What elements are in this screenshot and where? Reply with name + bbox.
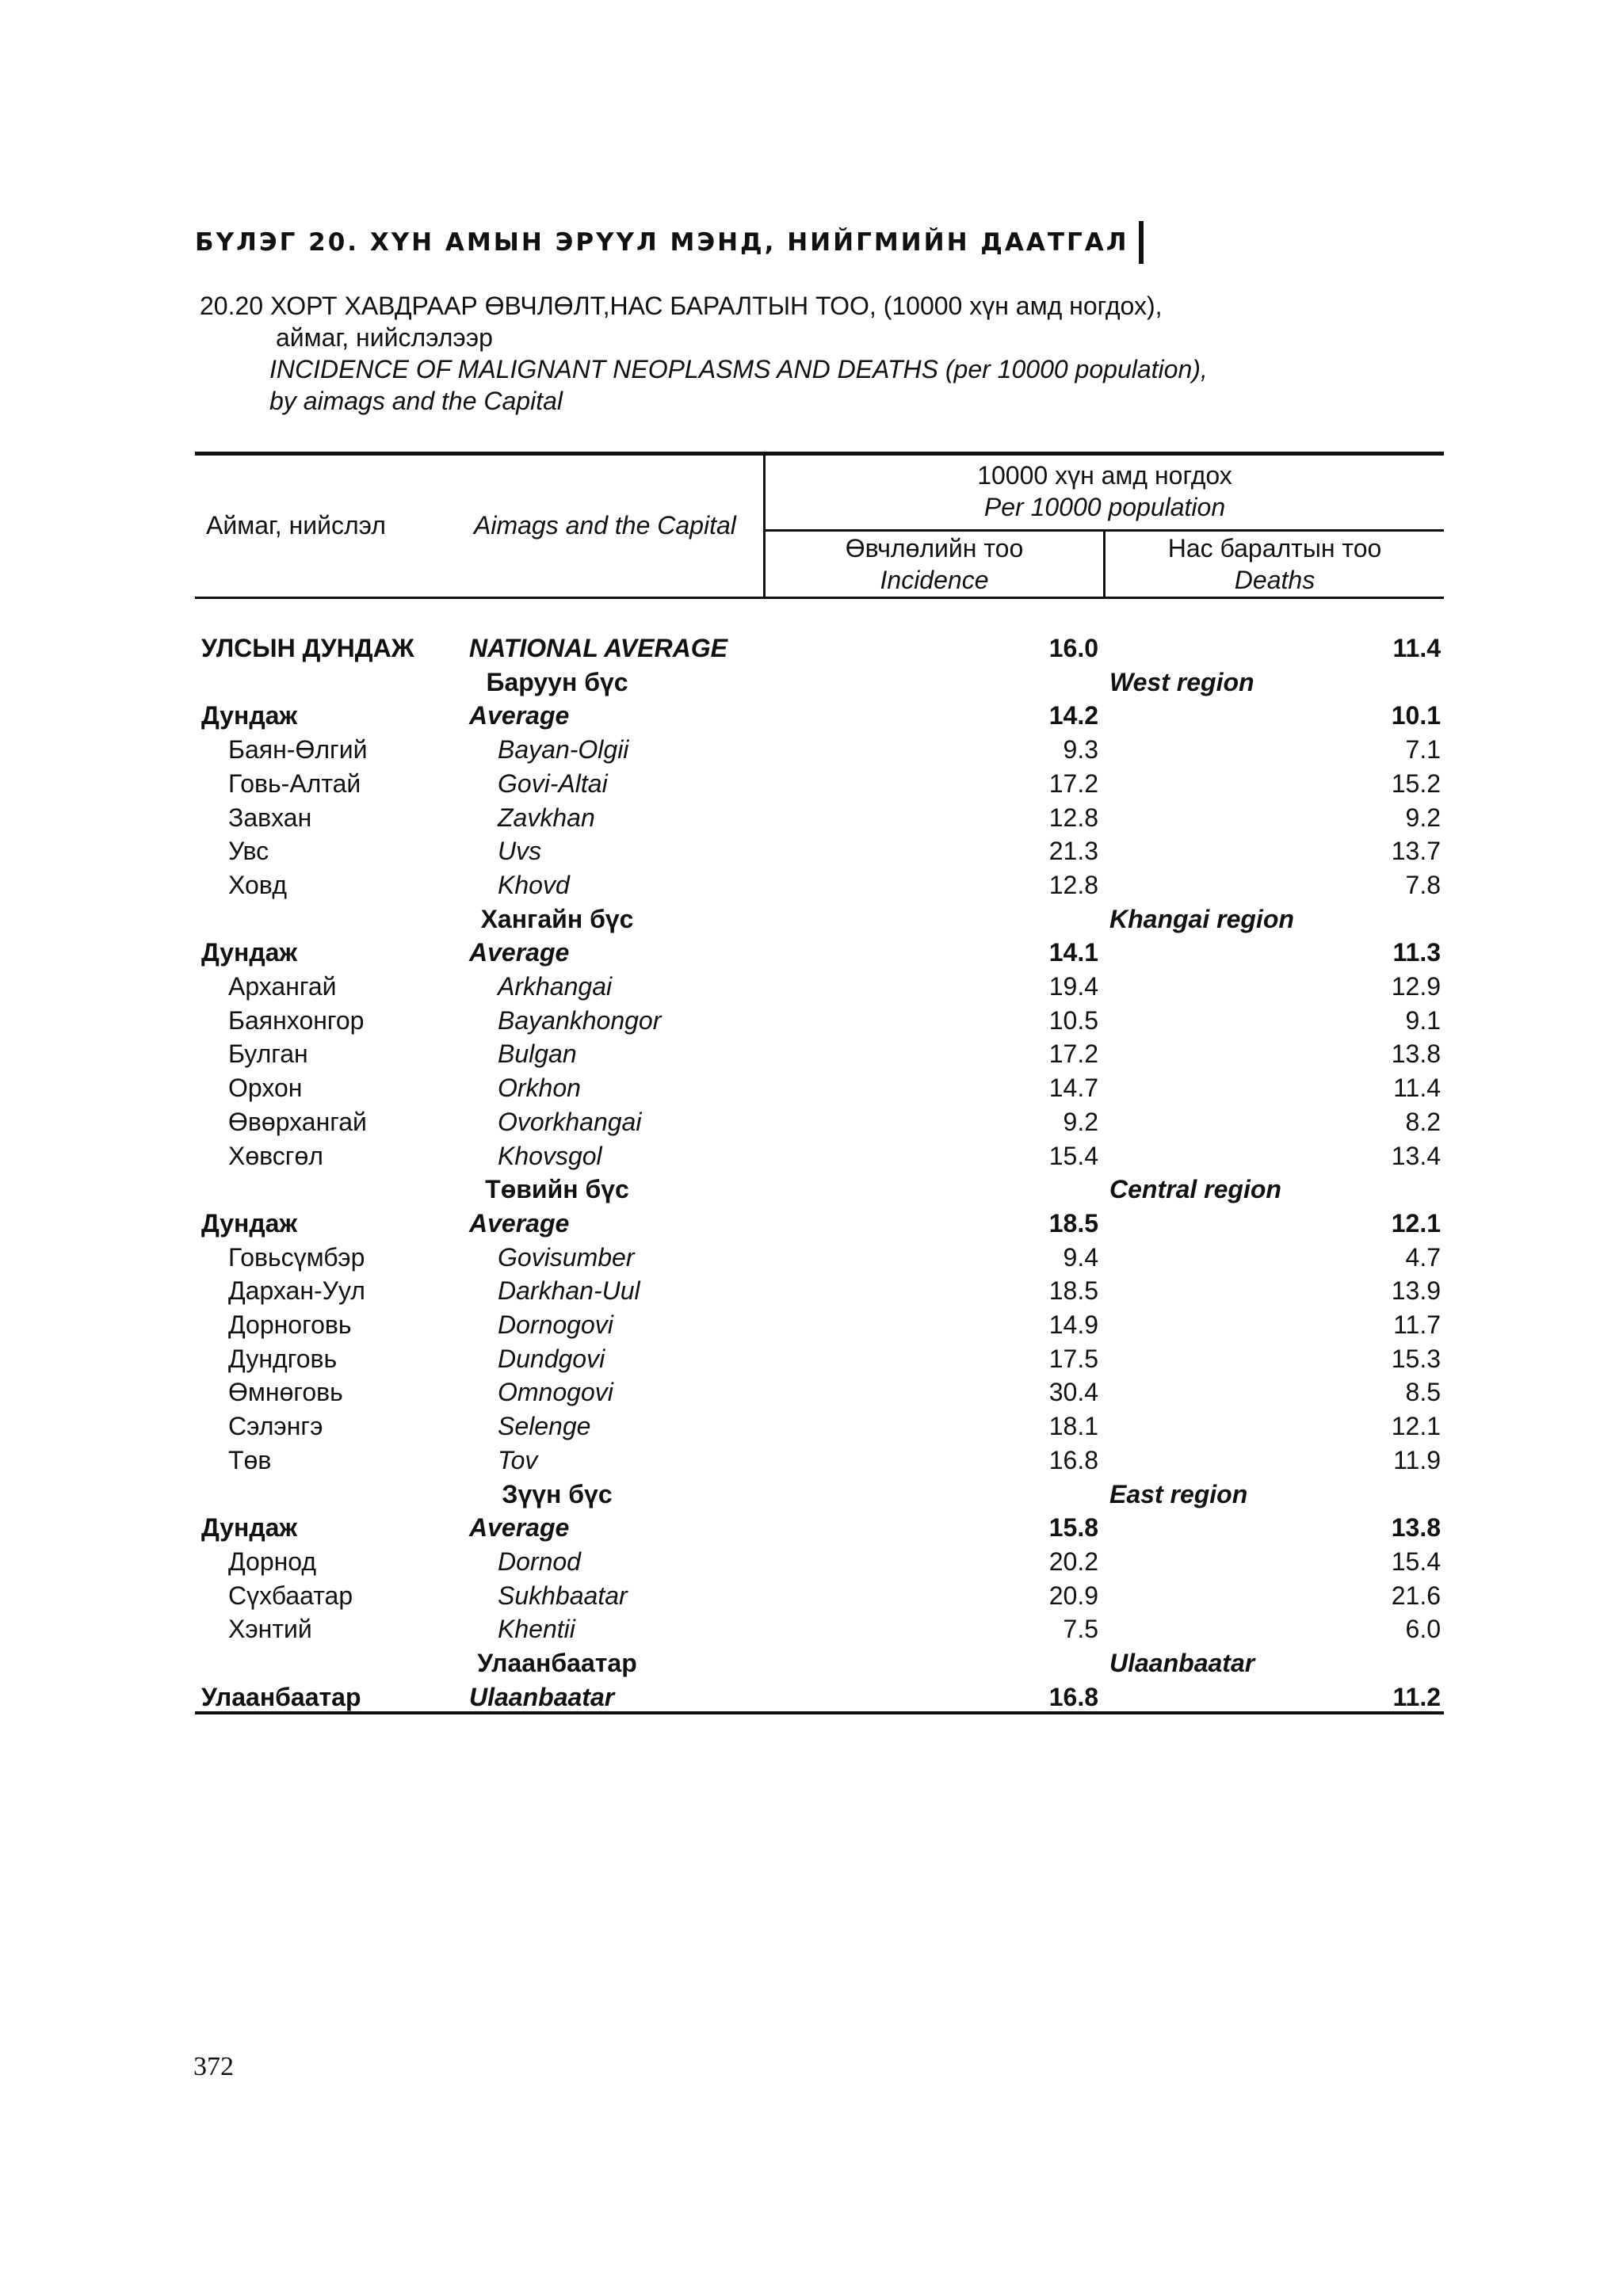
average-row xyxy=(195,936,1444,969)
row-name-en: Khovd xyxy=(498,870,570,899)
table-row xyxy=(195,733,1444,766)
incidence-value: 20.2 xyxy=(1048,1547,1098,1576)
table-row xyxy=(195,1612,1444,1646)
incidence-value: 10.5 xyxy=(1048,1005,1098,1035)
deaths-value: 8.5 xyxy=(1405,1378,1441,1407)
table-row xyxy=(195,868,1444,902)
row-name-en: Darkhan-Uul xyxy=(498,1276,640,1306)
table-row xyxy=(195,1004,1444,1037)
deaths-value: 12.1 xyxy=(1391,1208,1441,1238)
table-title-line-1: 20.20 ХОРТ ХАВДРААР ӨВЧЛӨЛТ,НАС БАРАЛТЫН ТОО, (10000 хүн амд ногдох), xyxy=(200,292,1163,320)
row-name-mn: Дорноговь xyxy=(228,1310,352,1339)
deaths-value: 11.7 xyxy=(1393,1310,1441,1339)
row-name-mn: Өмнөговь xyxy=(228,1378,343,1407)
table-row xyxy=(195,1105,1444,1138)
region-name-mn: Хангайн бүс xyxy=(480,904,634,933)
row-name-mn: Хөвсгөл xyxy=(228,1141,323,1170)
national-average-row xyxy=(195,631,1444,665)
region-name-mn: Улаанбаатар xyxy=(477,1649,637,1677)
row-name-mn: Дундаж xyxy=(201,938,298,967)
incidence-value: 7.5 xyxy=(1063,1615,1098,1644)
row-name-mn: Орхон xyxy=(228,1074,303,1103)
incidence-value: 17.2 xyxy=(1048,1039,1098,1069)
table-top-rule xyxy=(195,452,1444,456)
incidence-value: 14.9 xyxy=(1048,1310,1098,1339)
row-name-mn: Говь-Алтай xyxy=(228,769,361,798)
row-name-en: Arkhangai xyxy=(498,972,613,1001)
header-group-mn: 10000 хүн амд ногдох xyxy=(977,461,1232,490)
average-row xyxy=(195,699,1444,732)
row-name-mn: Улаанбаатар xyxy=(201,1682,361,1711)
row-name-mn: Өвөрхангай xyxy=(228,1107,367,1136)
row-name-en: Dornod xyxy=(498,1547,581,1576)
row-name-en: Bulgan xyxy=(498,1039,577,1069)
incidence-value: 12.8 xyxy=(1048,803,1098,832)
incidence-value: 20.9 xyxy=(1048,1581,1098,1610)
table-bottom-rule xyxy=(195,1711,1444,1714)
region-header-row xyxy=(195,666,1444,699)
row-name-mn: Дундаж xyxy=(201,701,298,730)
table-row xyxy=(195,767,1444,800)
incidence-value: 9.4 xyxy=(1063,1242,1098,1272)
region-header-row xyxy=(195,1173,1444,1206)
table-row xyxy=(195,1241,1444,1274)
table-row xyxy=(195,1579,1444,1612)
row-name-en: Tov xyxy=(498,1445,538,1474)
row-name-mn: Архангай xyxy=(228,972,337,1001)
region-name-en: West region xyxy=(1109,667,1254,696)
header-deaths-mn: Нас баралтын тоо xyxy=(1167,534,1382,563)
row-name-en: NATIONAL AVERAGE xyxy=(469,634,727,662)
header-mid-rule xyxy=(765,529,1444,532)
row-name-en: Selenge xyxy=(498,1412,591,1441)
page-number: 372 xyxy=(193,2052,234,2081)
table-row xyxy=(195,1444,1444,1477)
deaths-value: 7.1 xyxy=(1405,735,1441,765)
row-name-en: Average xyxy=(469,701,570,730)
row-name-en: Govisumber xyxy=(498,1242,635,1272)
row-name-mn: Дорнод xyxy=(228,1547,317,1576)
row-name-mn: Дундговь xyxy=(228,1344,338,1373)
row-name-en: Orkhon xyxy=(498,1074,581,1103)
deaths-value: 12.9 xyxy=(1391,972,1441,1001)
incidence-value: 17.2 xyxy=(1048,769,1098,798)
deaths-value: 21.6 xyxy=(1391,1581,1441,1610)
deaths-value: 13.8 xyxy=(1391,1039,1441,1069)
row-name-en: Govi-Altai xyxy=(498,769,608,798)
row-name-mn: Хэнтий xyxy=(228,1615,312,1644)
row-name-mn: Увс xyxy=(228,837,269,866)
table-row xyxy=(195,1308,1444,1341)
row-name-mn: Баянхонгор xyxy=(228,1005,365,1035)
deaths-value: 13.8 xyxy=(1391,1513,1441,1543)
header-incidence-mn: Өвчлөлийн тоо xyxy=(845,534,1024,563)
average-row xyxy=(195,1207,1444,1240)
region-name-mn: Баруун бүс xyxy=(486,667,628,696)
header-deaths-en: Deaths xyxy=(1234,566,1316,594)
incidence-value: 14.7 xyxy=(1048,1074,1098,1103)
row-name-en: Average xyxy=(469,1208,570,1238)
table-row xyxy=(195,1139,1444,1173)
row-name-en: Khovsgol xyxy=(498,1141,602,1170)
row-name-mn: УЛСЫН ДУНДАЖ xyxy=(201,634,414,662)
incidence-value: 15.8 xyxy=(1048,1513,1098,1543)
header-group-en: Per 10000 population xyxy=(983,493,1226,521)
row-name-en: Average xyxy=(469,1513,570,1543)
row-name-mn: Дархан-Уул xyxy=(228,1276,365,1306)
row-name-mn: Дундаж xyxy=(201,1208,298,1238)
table-row xyxy=(195,801,1444,834)
chapter-title-text: БҮЛЭГ 20. ХҮН АМЫН ЭРҮҮЛ МЭНД, НИЙГМИЙН ДААТГАЛ xyxy=(195,228,1129,257)
deaths-value: 11.9 xyxy=(1393,1445,1441,1474)
deaths-value: 15.4 xyxy=(1391,1547,1441,1576)
deaths-value: 6.0 xyxy=(1405,1615,1441,1644)
incidence-value: 19.4 xyxy=(1048,972,1098,1001)
incidence-value: 15.4 xyxy=(1048,1141,1098,1170)
header-col-mn: Аймаг, нийслэл xyxy=(206,511,386,540)
row-name-en: Khentii xyxy=(498,1615,575,1644)
incidence-value: 21.3 xyxy=(1048,837,1098,866)
deaths-value: 11.2 xyxy=(1392,1682,1441,1711)
incidence-value: 14.1 xyxy=(1048,938,1098,967)
deaths-value: 15.3 xyxy=(1391,1344,1441,1373)
row-name-en: Average xyxy=(469,938,570,967)
region-name-en: Central region xyxy=(1109,1175,1281,1204)
incidence-value: 9.3 xyxy=(1063,735,1098,765)
row-name-mn: Баян-Өлгий xyxy=(228,735,368,765)
row-name-en: Dundgovi xyxy=(498,1344,605,1373)
row-name-mn: Завхан xyxy=(228,803,312,832)
region-header-row xyxy=(195,902,1444,936)
deaths-value: 11.3 xyxy=(1392,938,1441,967)
deaths-value: 9.2 xyxy=(1405,803,1441,832)
deaths-value: 12.1 xyxy=(1391,1412,1441,1441)
region-name-en: East region xyxy=(1109,1479,1248,1508)
row-name-mn: Сэлэнгэ xyxy=(228,1412,323,1441)
row-name-mn: Төв xyxy=(228,1445,272,1474)
row-name-mn: Сүхбаатар xyxy=(228,1581,353,1610)
table-row xyxy=(195,1342,1444,1375)
table-row xyxy=(195,970,1444,1003)
table-row xyxy=(195,1545,1444,1578)
incidence-value: 16.8 xyxy=(1048,1682,1098,1711)
deaths-value: 13.9 xyxy=(1391,1276,1441,1306)
incidence-value: 17.5 xyxy=(1048,1344,1098,1373)
table-row xyxy=(195,1375,1444,1409)
region-header-row xyxy=(195,1646,1444,1680)
region-name-en: Khangai region xyxy=(1109,904,1294,933)
deaths-value: 9.1 xyxy=(1405,1005,1441,1035)
region-name-mn: Зүүн бүс xyxy=(502,1479,613,1508)
deaths-value: 4.7 xyxy=(1405,1242,1441,1272)
table-title-line-4: by aimags and the Capital xyxy=(269,387,563,415)
row-name-en: Ovorkhangai xyxy=(498,1107,642,1136)
header-bottom-rule xyxy=(195,597,1444,599)
deaths-value: 7.8 xyxy=(1405,870,1441,899)
row-name-en: Ulaanbaatar xyxy=(469,1682,615,1711)
incidence-value: 18.5 xyxy=(1048,1208,1098,1238)
incidence-value: 18.1 xyxy=(1048,1412,1098,1441)
row-name-mn: Говьсүмбэр xyxy=(228,1242,365,1272)
deaths-value: 13.4 xyxy=(1391,1141,1441,1170)
deaths-value: 10.1 xyxy=(1391,701,1441,730)
header-col-en: Aimags and the Capital xyxy=(474,511,736,540)
region-header-row xyxy=(195,1478,1444,1511)
table-title-line-2: аймаг, нийслэлээр xyxy=(276,323,493,352)
row-name-en: Sukhbaatar xyxy=(498,1581,628,1610)
header-incidence-en: Incidence xyxy=(880,566,989,594)
incidence-value: 14.2 xyxy=(1048,701,1098,730)
row-name-en: Uvs xyxy=(498,837,542,866)
table-title-line-3: INCIDENCE OF MALIGNANT NEOPLASMS AND DEATHS (per 10000 population), xyxy=(269,355,1208,383)
deaths-value: 15.2 xyxy=(1391,769,1441,798)
table-row xyxy=(195,1274,1444,1307)
table-row xyxy=(195,1071,1444,1104)
incidence-value: 16.0 xyxy=(1048,634,1098,662)
chapter-title-bar xyxy=(1139,221,1144,264)
table-row xyxy=(195,1409,1444,1443)
row-name-mn: Дундаж xyxy=(201,1513,298,1543)
region-name-mn: Төвийн бүс xyxy=(485,1175,629,1204)
table-row xyxy=(195,834,1444,868)
deaths-value: 11.4 xyxy=(1393,1074,1441,1103)
row-name-en: Omnogovi xyxy=(498,1378,613,1407)
chapter-title xyxy=(195,219,1144,266)
incidence-value: 18.5 xyxy=(1048,1276,1098,1306)
row-name-en: Bayan-Olgii xyxy=(498,735,629,765)
row-name-mn: Булган xyxy=(228,1039,308,1069)
table-row xyxy=(195,1037,1444,1070)
row-name-en: Dornogovi xyxy=(498,1310,613,1339)
row-name-en: Zavkhan xyxy=(498,803,595,832)
deaths-value: 11.4 xyxy=(1392,634,1441,662)
incidence-value: 9.2 xyxy=(1063,1107,1098,1136)
incidence-value: 12.8 xyxy=(1048,870,1098,899)
incidence-value: 16.8 xyxy=(1048,1445,1098,1474)
incidence-value: 30.4 xyxy=(1048,1378,1098,1407)
deaths-value: 13.7 xyxy=(1391,837,1441,866)
average-row xyxy=(195,1680,1444,1714)
average-row xyxy=(195,1511,1444,1544)
region-name-en: Ulaanbaatar xyxy=(1109,1649,1255,1677)
row-name-mn: Ховд xyxy=(228,870,288,899)
row-name-en: Bayankhongor xyxy=(498,1005,662,1035)
deaths-value: 8.2 xyxy=(1405,1107,1441,1136)
